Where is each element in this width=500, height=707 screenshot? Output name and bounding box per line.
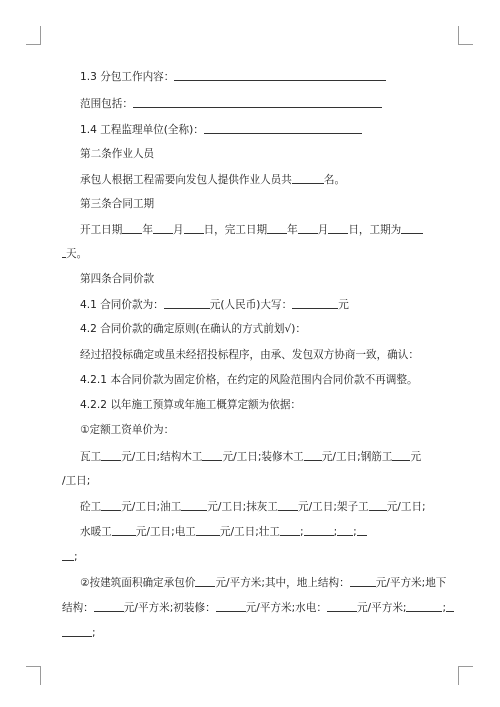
blank-field[interactable]: [62, 625, 92, 637]
wage-line-1-cont: /工日;: [62, 475, 91, 487]
text-segment: ;: [353, 526, 357, 538]
text-segment: 元(人民币)大写：: [209, 299, 293, 311]
wage-line-2: [80, 499, 444, 514]
text-segment: 日，完工日期: [203, 224, 268, 236]
blank-field[interactable]: [133, 96, 382, 108]
text-segment: 元/工日;结构木工: [121, 451, 203, 463]
blank-field[interactable]: [280, 524, 300, 536]
crop-mark-bottom-right: [458, 666, 473, 685]
blank-field[interactable]: [164, 297, 210, 309]
text-segment: 元/工日;装修木工: [222, 451, 304, 463]
text-segment: 元/工日;架子工: [298, 501, 369, 513]
blank-field[interactable]: [112, 524, 136, 536]
blank-field[interactable]: [304, 524, 334, 536]
clause-1-3-label: 1.3 分包工作内容：: [80, 71, 175, 83]
text-segment: ;: [300, 526, 304, 538]
scope-line: [80, 96, 444, 111]
blank-field[interactable]: [204, 122, 362, 134]
blank-field[interactable]: [298, 222, 318, 234]
wage-line-3: [80, 524, 444, 539]
crop-mark-top-right: [458, 26, 473, 45]
blank-field[interactable]: [153, 222, 173, 234]
text-segment: 元/平方米;初装修：: [123, 602, 216, 614]
blank-field[interactable]: [304, 449, 322, 461]
contract-price-line: [80, 297, 444, 312]
blank-field[interactable]: [327, 600, 357, 612]
blank-field[interactable]: [195, 575, 215, 587]
clause-1-3-line: [80, 69, 444, 84]
blank-field[interactable]: [292, 297, 338, 309]
blank-field[interactable]: [406, 600, 442, 612]
blank-field[interactable]: [181, 499, 207, 511]
text-segment: 名。: [323, 174, 346, 186]
text-segment: 元/工日;油工: [121, 501, 182, 513]
text-segment: ;: [442, 602, 447, 614]
blank-field[interactable]: [62, 549, 74, 561]
blank-field[interactable]: [392, 449, 410, 461]
wage-unit-price-line: ①定额工资单价为：: [80, 424, 175, 436]
wage-line-1: [80, 449, 444, 464]
area-price-line: [80, 575, 447, 590]
clause-4-2-line: 4.2 合同价款的确定原则(在确认的方式前划√)：: [80, 323, 306, 335]
text-segment: 元/工日;: [386, 501, 426, 513]
area-price-line-cont-2: [62, 625, 444, 640]
area-price-line-cont: [62, 600, 447, 615]
blank-field[interactable]: [174, 69, 386, 81]
wage-line-3-cont: [62, 549, 444, 564]
text-segment: 天。: [66, 248, 88, 260]
text-segment: 元/平方米;水电：: [245, 602, 327, 614]
text-segment: 4.1 合同价款为：: [80, 299, 164, 311]
clause-1-4-line: [80, 122, 444, 137]
text-segment: 元: [410, 451, 422, 463]
blank-field[interactable]: [350, 575, 376, 587]
blank-field[interactable]: [401, 222, 423, 234]
text-segment: 元: [338, 299, 349, 311]
clause-4-2-1-line: 4.2.1 本合同价款为固定价格，在约定的风险范围内合同价款不再调整。: [80, 374, 418, 386]
crop-mark-bottom-left: [26, 666, 41, 685]
blank-field[interactable]: [196, 524, 220, 536]
text-segment: 元/工日;壮工: [219, 526, 280, 538]
section-heading: 第二条作业人员: [80, 148, 155, 160]
text-segment: 结构：: [62, 602, 94, 614]
blank-field[interactable]: [446, 600, 454, 612]
blank-field[interactable]: [202, 449, 222, 461]
text-segment: 瓦工: [80, 451, 102, 463]
confirmation-line: 经过招投标确定或虽未经招投标程序，由承、发包双方协商一致，确认：: [80, 349, 419, 361]
text-segment: 日，工期为: [348, 224, 402, 236]
text-segment: 元/平方米;: [356, 602, 407, 614]
text-segment: ;: [74, 551, 78, 563]
text-segment: 砼工: [80, 501, 102, 513]
scope-label: 范围包括：: [80, 98, 133, 110]
text-segment: 元/平方米;地下: [375, 577, 447, 589]
text-segment: ②按建筑面积确定承包价: [80, 577, 196, 589]
blank-field[interactable]: [216, 600, 246, 612]
schedule-line-cont: [62, 246, 444, 261]
blank-field[interactable]: [357, 524, 367, 536]
blank-field[interactable]: [101, 499, 121, 511]
text-segment: 元/工日;电工: [135, 526, 196, 538]
blank-field[interactable]: [101, 449, 121, 461]
text-segment: 水暖工: [80, 526, 112, 538]
blank-field[interactable]: [122, 222, 142, 234]
text-segment: 年: [142, 224, 153, 236]
blank-field[interactable]: [278, 499, 298, 511]
clause-1-4-label: 1.4 工程监理单位(全称)：: [80, 124, 204, 136]
blank-field[interactable]: [292, 172, 324, 184]
text-segment: 元/工日;钢筋工: [321, 451, 393, 463]
clause-4-2-2-line: 4.2.2 以年施工预算或年施工概算定额为依据：: [80, 399, 302, 411]
text-segment: 元/平方米;其中，地上结构：: [215, 577, 350, 589]
blank-field[interactable]: [267, 222, 287, 234]
section-heading: 第四条合同价款: [80, 273, 155, 285]
text-segment: 承包人根据工程需要向发包人提供作业人员共: [80, 174, 292, 186]
schedule-line: [80, 222, 444, 237]
text-segment: 元/工日;抹灰工: [207, 501, 278, 513]
workers-line: [80, 172, 444, 187]
section-heading: 第三条合同工期: [80, 198, 155, 210]
text-segment: 开工日期: [80, 224, 123, 236]
text-segment: ;: [92, 627, 96, 639]
blank-field[interactable]: [328, 222, 348, 234]
blank-field[interactable]: [184, 222, 204, 234]
blank-field[interactable]: [369, 499, 387, 511]
blank-field[interactable]: [337, 524, 353, 536]
text-segment: 月: [172, 224, 184, 236]
text-segment: 年: [287, 224, 298, 236]
text-segment: ;: [333, 526, 338, 538]
crop-mark-top-left: [26, 26, 41, 45]
text-segment: 月: [317, 224, 329, 236]
blank-field[interactable]: [94, 600, 124, 612]
